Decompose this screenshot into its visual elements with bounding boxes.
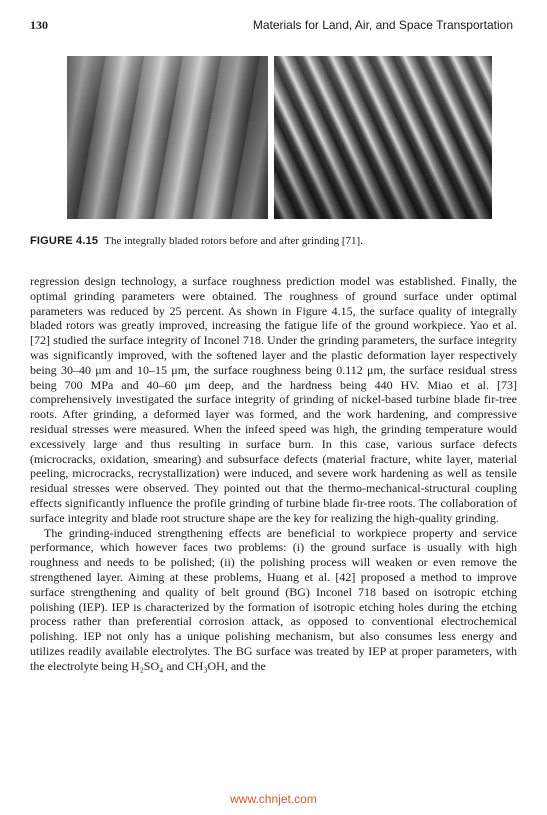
page-number: 130 bbox=[30, 18, 48, 32]
body-text bbox=[30, 274, 517, 674]
rotor-after-photo bbox=[274, 56, 492, 219]
rotor-before-photo bbox=[67, 56, 268, 219]
figure-caption-text: The integrally bladed rotors before and after grinding [71]. bbox=[104, 235, 363, 247]
figure-label: FIGURE 4.15 bbox=[30, 235, 99, 247]
watermark: www.chnjet.com bbox=[230, 792, 317, 806]
figure bbox=[67, 56, 492, 219]
figure-caption bbox=[30, 235, 363, 247]
paragraph: The grinding-induced strengthening effects are beneficial to workpiece property and service performance, which however faces two problems: (i) the ground surface is usually with high roughness and needs to be polished; (ii) the polishing process will weaken or even remove the strengthened layer. Aiming at these problems, Huang et al. [42] proposed a method to improve surface strengthening and quality of belt ground (BG) Inconel 718 based on isotropic etching polishing (IEP). IEP is characterized by the formation of isotropic etching holes during the etching process rather than preferential corrosion attack, as opposed to conventional electrochemical polishing. IEP not only has a unique polishing mechanism, but also consumes less energy and utilizes readily available electrolytes. The BG surface was treated by IEP at proper parameters, with the electrolyte being H₂SO₄ and CH₃OH, and the bbox=[30, 525, 517, 673]
running-head: Materials for Land, Air, and Space Transportation bbox=[252, 18, 513, 32]
paragraph: regression design technology, a surface roughness prediction model was established. Finally, the optimal grinding parameters were obtained. The roughness of ground surface under optimal parameters was reduced by 25 percent. As shown in Figure 4.15, the surface quality of integrally bladed rotors was greatly improved, increasing the fatigue life of the ground workpiece. Yao et al. [72] studied the surface integrity of Inconel 718. Under the grinding parameters, the surface integrity was significantly improved, with the softened layer and the plastic deformation layer respectively being 30–40 μm and 10–15 μm, the surface roughness being 0.112 μm, the surface residual stress being 700 MPa and 40–60 μm deep, and the hardness being 440 HV. Miao et al. [73] comprehensively investigated the surface integrity of grinding of nickel-based turbine blade fir-tree roots. After grinding, a deformed layer was formed, and the work hardening, and compressive residual stresses were measured. When the infeed speed was high, the grinding temperature would excessively large and thus resulting in surface burn. In this case, various surface defects (microcracks, oxidation, smearing) and subsurface defects (material fracture, white layer, material peeling, microcracks, recrystallization) were induced, and severe work hardening as well as tensile residual stresses were observed. They pointed out that the thermo-mechanical-structural coupling effects significantly influence the profile grinding of turbine blade fir-tree roots. The collaboration of surface integrity and blade root structure shape are the key for realizing the high-quality grinding. bbox=[30, 274, 517, 525]
